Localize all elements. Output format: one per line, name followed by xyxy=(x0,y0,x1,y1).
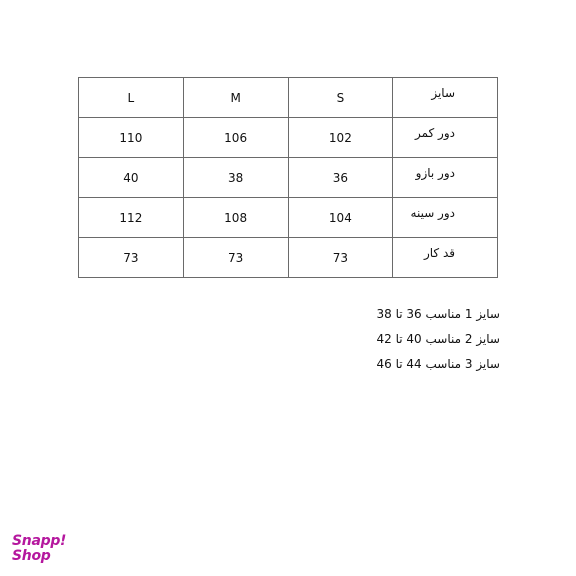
table-cell: 102 xyxy=(288,118,393,158)
size-notes xyxy=(377,306,501,381)
table-cell: 73 xyxy=(79,238,184,278)
row-label: دور کمر xyxy=(393,118,498,158)
table-cell: 110 xyxy=(79,118,184,158)
table-row xyxy=(79,198,498,238)
table-cell: 38 xyxy=(183,158,288,198)
size-note: سایز 2 مناسب 40 تا 42 xyxy=(376,332,500,346)
table-row xyxy=(79,238,498,278)
table-cell: 73 xyxy=(288,238,393,278)
table-cell: 40 xyxy=(79,158,184,198)
table-cell: 73 xyxy=(183,238,288,278)
row-label: قد کار xyxy=(393,238,498,278)
logo-line-2: Shop xyxy=(12,548,51,564)
size-cell-L: L xyxy=(79,78,184,118)
table-cell: 108 xyxy=(183,198,288,238)
table-cell: 106 xyxy=(183,118,288,158)
row-label: دور سینه xyxy=(393,198,498,238)
table-header-row xyxy=(79,78,498,118)
size-cell-M: M xyxy=(183,78,288,118)
snapp-shop-logo xyxy=(12,534,66,564)
row-label: دور بازو xyxy=(393,158,498,198)
size-cell-S: S xyxy=(288,78,393,118)
size-chart-table xyxy=(78,77,498,278)
table-cell: 112 xyxy=(79,198,184,238)
table-row xyxy=(79,158,498,198)
header-label: سایز xyxy=(393,78,498,118)
size-note: سایز 3 مناسب 44 تا 46 xyxy=(376,357,500,371)
logo-line-1: Snapp! xyxy=(12,533,67,549)
table-cell: 104 xyxy=(288,198,393,238)
table-cell: 36 xyxy=(288,158,393,198)
size-note: سایز 1 مناسب 36 تا 38 xyxy=(376,307,500,321)
table-row xyxy=(79,118,498,158)
